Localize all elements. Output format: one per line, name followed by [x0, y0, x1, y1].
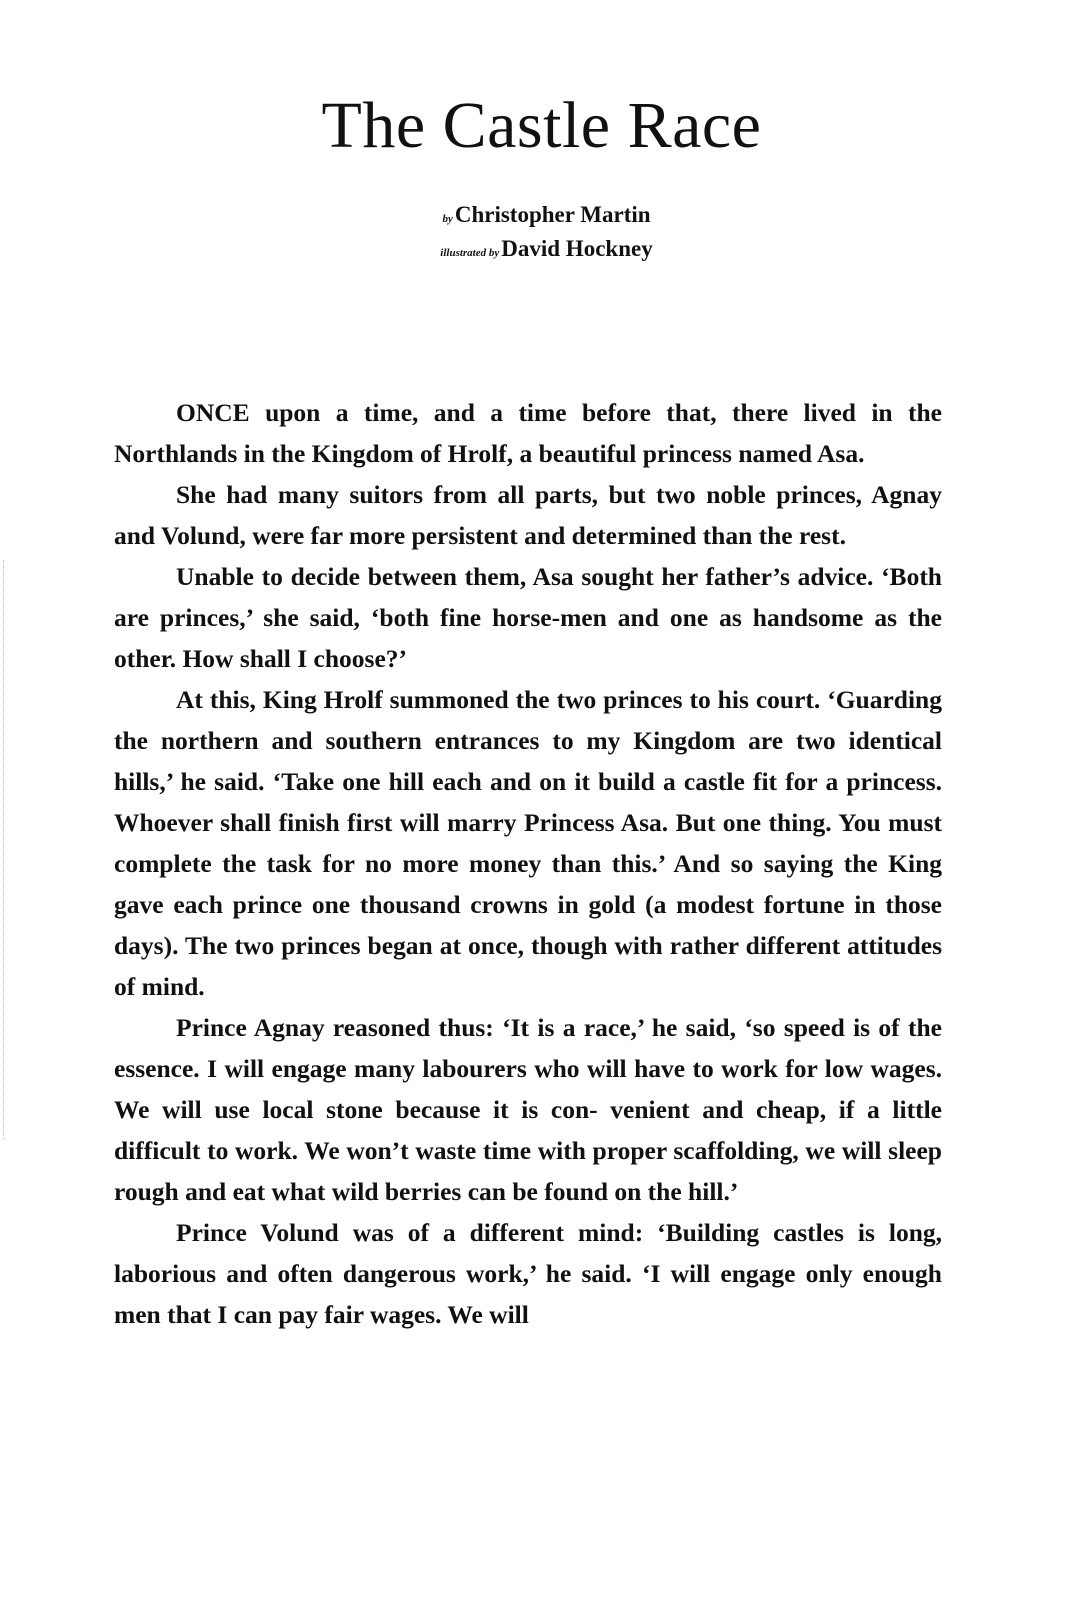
- author-prefix: by: [442, 213, 453, 225]
- story-body: [114, 392, 942, 1335]
- story-credits: [0, 200, 1073, 268]
- illustrator-prefix: illustrated by: [440, 247, 500, 259]
- paragraph: Prince Volund was of a different mind: ‘Building castles is long, laborious and often dangerous work,’ he said. ‘I will engage only enough men that I can pay fair wages. We will: [114, 1218, 942, 1329]
- paragraph: She had many suitors from all parts, but two noble princes, Agnay and Volund, were far more persistent and determined than the rest.: [114, 480, 942, 550]
- paragraph: ONCE upon a time, and a time before that, there lived in the Northlands in the Kingdom of Hrolf, a beautiful princess named Asa.: [114, 398, 942, 468]
- paragraph: At this, King Hrolf summoned the two princes to his court. ‘Guarding the northern and southern entrances to my Kingdom are two identical hills,’ he said. ‘Take one hill each and on it build a castle fit for a princess. Whoever shall finish first will marry Princess Asa. But one thing. You must complete the task for no more money than this.’ And so saying the King gave each prince one thousand crowns in gold (a modest fortune in those days). The two princes began at once, though with rather different attitudes of mind.: [114, 685, 942, 1001]
- paragraph: Prince Agnay reasoned thus: ‘It is a race,’ he said, ‘so speed is of the essence. I will engage many labourers who will have to work for low wages. We will use local stone because it is con- venient and cheap, if a little difficult to work. We won’t waste time with proper scaffolding, we will sleep rough and eat what wild berries can be found on the hill.’: [114, 1013, 942, 1206]
- page-edge-divider: [3, 560, 5, 1140]
- author-name: Christopher Martin: [454, 202, 651, 227]
- story-title: The Castle Race: [321, 89, 762, 162]
- author-line: [20, 200, 1073, 234]
- paragraph: Unable to decide between them, Asa sought her father’s advice. ‘Both are princes,’ she said, ‘both fine horse-men and one as handsome as the other. How shall I choose?’: [114, 562, 942, 673]
- illustrator-line: [20, 234, 1073, 268]
- illustrator-name: David Hockney: [501, 236, 653, 261]
